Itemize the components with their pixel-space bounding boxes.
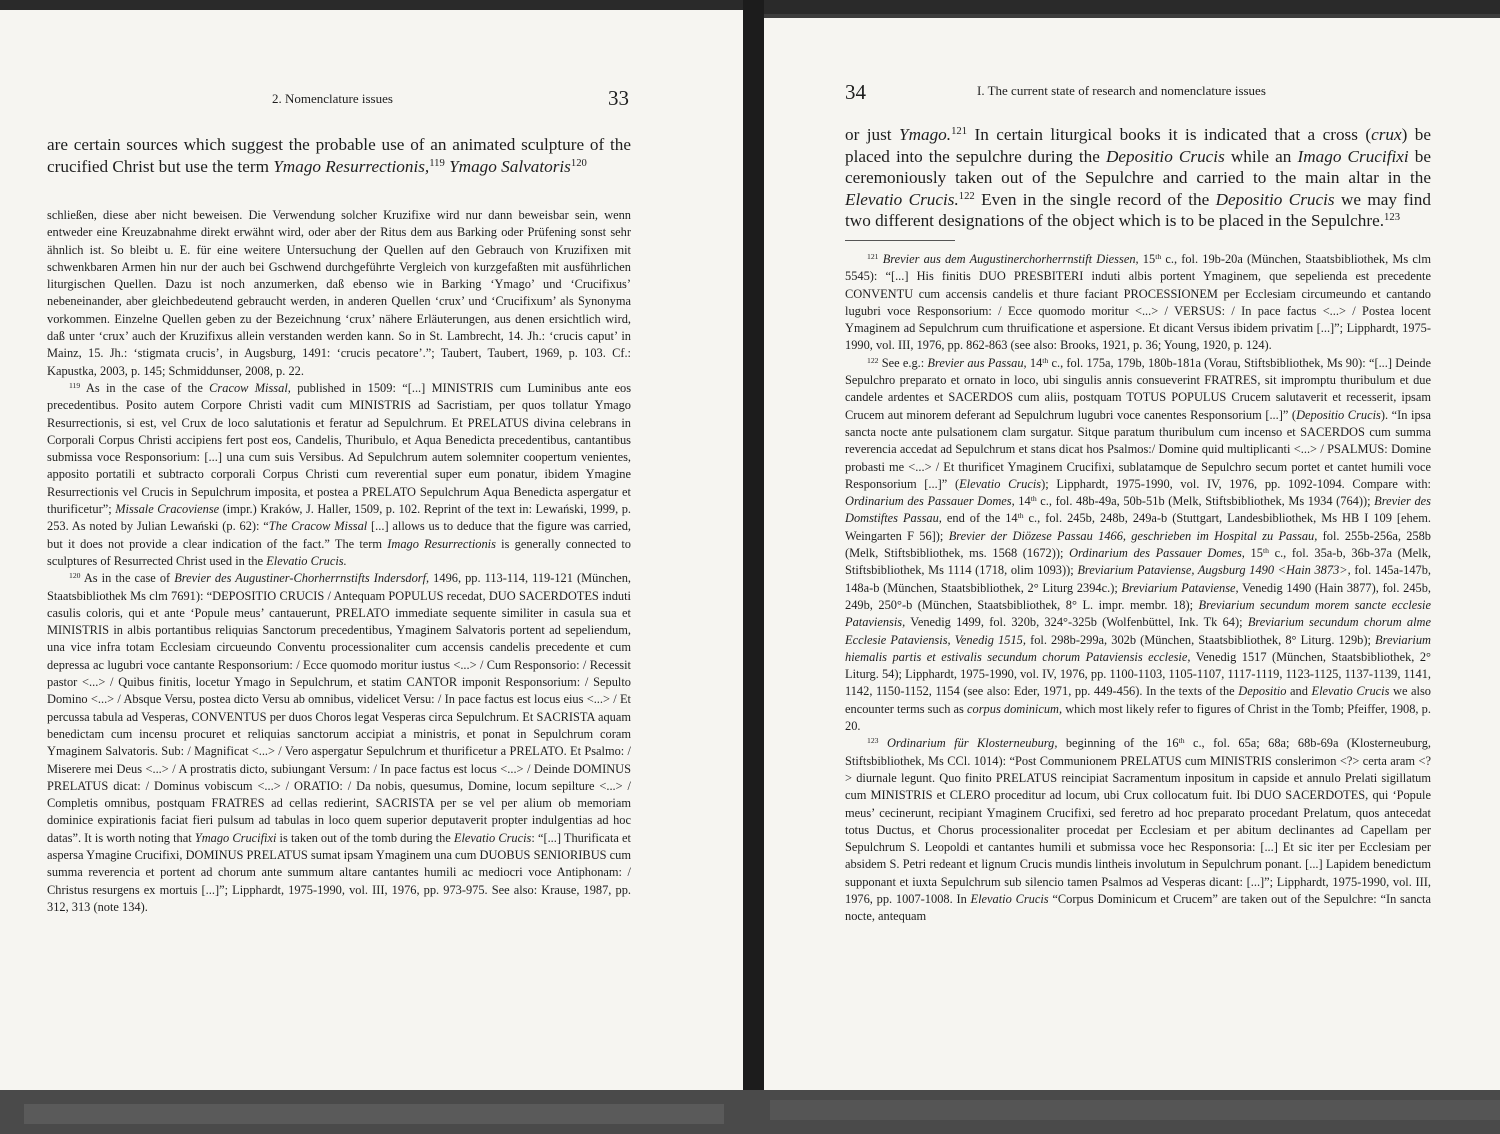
note-reference: 120 xyxy=(69,571,81,581)
italic-text: Elevatio Crucis xyxy=(959,476,1042,491)
note-reference: 121 xyxy=(951,126,968,138)
text-run: published in 1509: “[...] MINISTRIS cum Luminibus ante eos precedentibus. Posito autem Corpore Christi vadit cum MINISTRIS ad Sacristiam, per quos tollatur Ymago Resurrectionis, si est, vel Crux de loco salutationis et feratur ad Sepulchrum. Et PRELATUS divina celebrans in Corporali Corpus Christi accipiens fert post eos, Candelis, Thuribulo, et Aqua Benedicta precedentibus, cantantibus submissa voce Responsorium: [...] una cum suis Versibus. Ad Sepulchrum autem solemniter coopertum venientes, apposito portatili et subtracto corporali Corpus Christi cum reverential super eum ponatur, ibidem Ymagine Resurrectionis vel Crucis in Sepulchrum imposita, et postea a PRELATO Sepulchrum Aqua Benedicta aspergatur et thurificetur”; xyxy=(47,380,632,517)
italic-text: corpus dominicum, xyxy=(967,701,1063,716)
text-run: is generally connected to sculptures of Resurrected Christ used in the xyxy=(47,536,631,568)
page-edge-right xyxy=(770,1100,1500,1120)
text-run: schließen, diese aber nicht beweisen. Die Verwendung solcher Kruzifixe wird nur dann beweisbar sein, wenn entweder eine Kreuzabnahme direkt erwähnt wird, oder aber der Ritus dem aus Barking oder Prüfening sonst sehr ähnlich ist. So bleibt u. E. für eine weitere Untersuchung der Quellen auf den Gebrauch von Kruzifixen mit schwenkbaren Armen hin nur der auch bei Gschwend durchgeführte Vergleich von kurzgefaßten mit ausführlichen liturgischen Quellen. Dazu ist noch anzumerken, daß ebenso wie in Barking ‘Ymago’ und ‘Crucifixus’ nebeneinander, aber gleichbedeutend gebraucht werden, in anderen Quellen ‘crux’ und ‘Crucifixum’ als Synonyma vorkommen. Einzelne Quellen geben zu der Bezeichnung ‘crux’ nähere Erläuterungen, aus denen ersichtlich wird, daß unter ‘crux’ auch der Kruzifixus allein verstanden werden kann. So in St. Lambrecht, 14. Jh.: ‘crucis caput’ in Mainz, 15. Jh.: ‘stigmata crucis’, in Augsburg, 1491: ‘crucis pecatore’.”; Taubert, Taubert, 1969, p. 103. Cf.: Kapustka, 2003, p. 145; Schmiddunser, 2008, p. 22. xyxy=(47,208,631,378)
note-reference: 122 xyxy=(958,190,975,202)
footnote-rule xyxy=(845,240,955,241)
italic-text: Breviarium secundum chorum alme Ecclesie Pataviensis, Venedig 1515, xyxy=(845,615,1432,647)
italic-text: Brevier des Augustiner-Chorherrnstifts Indersdorf, xyxy=(174,571,430,586)
italic-text: Brevier aus Passau, xyxy=(927,355,1027,370)
note-reference: th xyxy=(1042,355,1049,365)
footnote xyxy=(47,207,631,380)
left-page xyxy=(0,10,743,1092)
text-run: As in the case of xyxy=(80,571,175,586)
italic-text: Ymago. xyxy=(899,125,952,144)
text-run: c., fol. 65a; 68a; 68b-69a (Klosterneuburg, Stiftsbibliothek, Ms CCl. 1014): “Post Communionem PRELATUS cum MINISTRIS conslerimon <?> certa aram <?> diurnale legunt. Quo finito PRELATUS reincipiat Sacramentum inpositum in capside et annulo Prelati sigillatum cum MINISTRIS et CLERO proceditur ad locum, ubi Crux collocatum fuit. Ibi DUO SACERDOTES, qui ‘Popule meus’ cecinerunt, recipiant Ymaginem Crucifixi, sed feretro ad hoc preparato procedant Prelatum, quos antecedat totus Ductus, et Chorus processionaliter procedat per Ecclesiam et per abitum declinantes ad Capellam per Sepulchrum S. Leopoldi et cantantes humili et submissa voce hec Responsoria: [...] Et sic iter per Ecclesiam per absidem S. Petri redeant et lignum Crucis mundis lintheis involutum in Sepulchrum ponant. [...] Lapidem benedictum supponant et iuxta Sepulchrum sub silencio tamen Psalmos ad Vesperas dicant: [...]”; Lipphardt, 1975-1990, vol. III, 1976, pp. 1007-1008. In xyxy=(845,736,1431,906)
text-run: fol. 255b-256a, 258b (Melk, Stiftsbibliothek, ms. 1568 (1672)); xyxy=(845,528,1431,561)
italic-text: Breviarium secundum morem sancte ecclesie Pataviensis, xyxy=(845,597,1431,630)
text-run: end of the 14 xyxy=(941,511,1018,526)
italic-text: Elevatio Crucis xyxy=(1311,684,1390,699)
note-reference: 119 xyxy=(429,157,445,169)
text-run: 1496, pp. 113-114, 119-121 (München, Staatsbibliothek Ms clm 7691): “DEPOSITIO CRUCIS / Antequam POPULUS recedat, DUO SACERDOTES induti casulis coloris, qui et ante ‘Popule meus’ cantauerunt, PRELATO immediate sequente similiter in casula sua et MINISTRIS in albis portantibus reliquias Sanctorum precedentibus, Ymaginem Salvatoris portent ad sepeliendum, una vice infra totam Ecclesiam circueundo Conventu processionaliter cum accensis candelis precedente et cum depressa ac lugubri voce cantante Responsorium: / Ecce quomodo moritur iustus <...> / Cum Responsorio: / Recessit pastor <...> / Quibus finitis, locetur Ymago in Sepulchrum, et statim CANTOR imponit Responsorium: / Sepulto Domino <...> / Absque Versu, postea dicto Versu ab omnibus, videlicet Versu: / In pace factus est locus eius <...> / Et percussa tabula ad Vesperas, CONVENTUS per duos Choros legat Vesperas circa Sepulchrum. Et SACRISTA aquam benedictam cum incensu procuret et reliquias sanctorum accipiat a ministris, et ponat in Sepulchrum coram Ymaginem Salvatoris. Sub: / Magnificat <...> / Vero aspergatur Sepulchrum et thurificetur a PRELATO. Et Psalmo: / Miserere mei Deus <...> / A prostratis dicto, subiungant Versum: / In pace factus est locus <...> / Deinde DOMINUS PRELATUS dicat: / Dominus vobiscum <...> / ORATIO: / Da nobis, quesumus, Domine, locum sepilture <...> / Completis omnibus, postquam FRATRES ad cellas redierint, SACRISTA per se vel per alium ob memoriam dominice expirationis faciat fieri pulsum ad tabulas in loco quem superior deputaverit propter indulgentias ad hoc datas”. It is worth noting that xyxy=(47,571,632,845)
italic-text: Depositio Crucis xyxy=(1215,189,1335,209)
italic-text: Brevier der Diözese Passau 1466, geschrieben im Hospital zu Passau, xyxy=(948,528,1318,543)
text-run: c., fol. 245b, 248b, 249a-b (Stuttgart, Landesbibliothek, Ms HB I 109 [ehem. Weingarten F 56]); xyxy=(845,511,1431,543)
book-gutter xyxy=(743,0,764,1134)
text-run: See e.g.: xyxy=(878,355,928,370)
footnote xyxy=(845,735,1431,925)
note-reference: th xyxy=(1155,251,1162,261)
italic-text: Imago Crucifixi xyxy=(1297,146,1409,166)
text-run xyxy=(879,736,887,750)
italic-text: Elevatio Crucis. xyxy=(266,553,347,568)
text-run: 15 xyxy=(1244,546,1263,561)
italic-text: Ymago Resurrectionis, xyxy=(273,156,430,176)
italic-text: Cracow Missal, xyxy=(209,380,291,395)
running-head: I. The current state of research and nomenclature issues xyxy=(977,83,1266,98)
note-reference: 123 xyxy=(867,736,879,746)
scan-edge-bottom xyxy=(0,1090,1500,1134)
note-reference: 120 xyxy=(570,157,587,169)
italic-text: Elevatio Crucis xyxy=(453,830,532,845)
italic-text: Breviarium Pataviense, Augsburg 1490 <Hain 3873>, xyxy=(1077,563,1351,578)
text-run: beginning of the 16 xyxy=(1057,736,1179,751)
text-run: or just xyxy=(845,125,900,144)
note-reference: 121 xyxy=(867,251,879,261)
text-run: Venedig 1490 (Hain 3877), fol. 245b, 249b, 250°-b (München, Staatsbibliothek, 8° L. impr. membr. 18); xyxy=(845,580,1432,612)
italic-text: Breviarium hiemalis partis et estivalis secundum chorum Pataviensis ecclesie, xyxy=(845,632,1432,664)
text-run: Even in the single record of the xyxy=(974,189,1216,209)
text-run: [...] allows us to deduce that the figure was carried, but it does not provide a clear indication of the fact.” The term xyxy=(47,519,631,551)
text-run: “Corpus Dominicum et Crucem” are taken out of the Sepulchre: “In sancta nocte, antequam xyxy=(845,891,1431,924)
page-number: 34 xyxy=(845,80,866,104)
main-text xyxy=(47,134,631,177)
note-reference: th xyxy=(1178,736,1185,746)
main-text xyxy=(845,124,1431,232)
footnote xyxy=(845,355,1431,736)
note-reference: 123 xyxy=(1384,212,1401,224)
italic-text: Ordinarium für Klosterneuburg, xyxy=(886,736,1058,751)
italic-text: Missale Cracoviense xyxy=(115,502,220,517)
italic-text: Depositio Crucis xyxy=(1296,407,1381,422)
text-run: are certain sources which suggest the probable use of an animated sculpture of the crucified Christ but use the term xyxy=(47,135,631,176)
italic-text: Depositio xyxy=(1238,684,1287,699)
text-run: Venedig 1499, fol. 320b, 324°-325b (Wolfenbüttel, Ink. Tk 64); xyxy=(905,615,1248,630)
text-run: we may find two different designations of the object which is to be placed in the Sepulchre. xyxy=(845,189,1431,230)
text-run: As in the case of the xyxy=(80,380,210,395)
italic-text: The Cracow Missal xyxy=(268,519,368,534)
italic-text: Ordinarium des Passauer Domes, xyxy=(1069,546,1245,561)
text-run: c., fol. 35a-b, 36b-37a (Melk, Stiftsbibliothek, Ms 1114 (1718, olim 1093)); xyxy=(845,546,1431,578)
note-reference: th xyxy=(1030,493,1037,503)
text-run: Venedig 1517 (München, Staatsbibliothek, 2° Liturg. 54); Lipphardt, 1975-1990, vol. IV, 1976, pp. 1100-1103, 1105-1107, 1117-1119, 1123-1125, 1137-1139, 1141, 1142, 1150-1152, 1154 (see also: Eder, 1971, pp. 449-456). In the texts of the xyxy=(845,649,1431,699)
text-run: 14 xyxy=(1026,355,1043,370)
text-run: c., fol. 19b-20a (München, Staatsbibliothek, Ms clm 5545): “[...] His finitis DUO PRESBITERI induti albis portent Ymaginem, que sepelienda est precedente CONVENTU cum accensis candelis et thure faciant PROCESSIONEM per Ecclesiam circumeundo et cantando lugubri voce Responsorium: / Ecce quomodo moritur <...> / VERSUS: / In pace factus <...> / Postea locent Ymaginem ad Sepulchrum cum thruificatione et aspersione. Et dicant Versus ibidem privatim [...]”; Lipphardt, 1975-1990, vol. III, 1976, pp. 862-863 (see also: Brooks, 1921, p. 36; Young, 1920, p. 124). xyxy=(845,252,1431,353)
note-reference: th xyxy=(1017,511,1024,521)
running-head: 2. Nomenclature issues xyxy=(272,91,393,106)
text-run: ) be placed into the sepulchre during the xyxy=(845,125,1431,166)
footnotes xyxy=(845,251,1431,926)
right-page xyxy=(764,18,1500,1094)
page-number: 33 xyxy=(608,86,629,110)
text-run: which most likely refer to figures of Christ in the Tomb; Pfeiffer, 1908, p. 20. xyxy=(845,701,1431,734)
text-run: : “[...] Thurificata et aspersa Ymagine Crucifixi, DOMINUS PRELATUS sumat ipsam Ymaginem una cum DUOBUS SENIORIBUS cum summa reverencia et portent ad chorum ante summum altare cantantes humili ac mediocri voce Antiphonam: / Christus resurgens ex mortuis [...]”; Lipphardt, 1975-1990, vol. III, 1976, pp. 973-975. See also: Krause, 1987, pp. 312, 313 (note 134). xyxy=(47,830,631,914)
italic-text: Brevier aus dem Augustinerchorherrnstift Diessen, xyxy=(882,252,1139,266)
text-run: be ceremoniously taken out of the Sepulchre and carried to the main altar in the xyxy=(845,146,1431,187)
italic-text: crux xyxy=(1371,125,1402,144)
italic-text: Elevatio Crucis xyxy=(970,891,1049,906)
text-run: we also encounter terms such as xyxy=(845,684,1432,716)
italic-text: Breviarium Pataviense, xyxy=(1121,580,1239,595)
note-reference: th xyxy=(1262,545,1269,555)
italic-text: Ordinarium des Passauer Domes, xyxy=(845,494,1015,509)
footnote xyxy=(47,380,631,570)
text-run: fol. 145a-147b, 148a-b (München, Staatsbibliothek, 2° Liturg 2394c.); xyxy=(845,563,1431,595)
note-reference: 122 xyxy=(867,355,879,365)
text-run: (impr.) Kraków, J. Haller, 1509, p. 102. Reprint of the text in: Lewański, 1999, p. 253. As noted by Julian Lewański (p. 62): “ xyxy=(47,502,631,534)
text-run: and xyxy=(1286,684,1312,699)
text-run: 14 xyxy=(1014,494,1031,509)
text-run: ). “In ipsa sancta nocte ante pulsationem clam surgatur. Sitque paratum thuribulum cum incenso et SACERDOS cum summa reverencia accedat ad Sepulchrum et stans dicat hos Psalmos:/ Domine quid multiplicanti <...> / PSALMUS: Domine probasti me <...> / Et thurificet Ymaginem Crucifixi, sublatamque de Sepulchro secum portet et cantet humili voce Responsorium [...]” ( xyxy=(845,407,1431,491)
text-run: c., fol. 48b-49a, 50b-51b (Melk, Stiftsbibliothek, Ms 1934 (764)); xyxy=(1036,494,1375,509)
italic-text: Ymago Crucifixi xyxy=(194,830,277,845)
text-run: fol. 298b-299a, 302b (München, Staatsbibliothek, 8° Liturg. 129b); xyxy=(1025,632,1376,647)
footnotes xyxy=(47,207,631,916)
italic-text: Elevatio Crucis. xyxy=(845,189,959,209)
text-run: In certain liturgical books it is indicated that a cross ( xyxy=(967,125,1372,144)
page-edge-left xyxy=(24,1104,724,1124)
italic-text: Imago Resurrectionis xyxy=(387,536,496,551)
text-run: c., fol. 175a, 179b, 180b-181a (Vorau, Stiftsbibliothek, Ms 90): “[...] Deinde Sepulchro preparato et ornato in loco, ubi singulis annis consueverint FRATRES, sit impromptu thuribulum et due candele ardentes et SACERDOS cum aliis, postquam TOTUS POPULUS Crucem salutaverit et recesserit, ipsam Crucem aut minorem deferant ad Sepulchrum lugubri voce canentes Responsorium [...]” ( xyxy=(845,355,1431,422)
footnote xyxy=(47,570,631,916)
italic-text: Depositio Crucis xyxy=(1105,146,1225,166)
footnote xyxy=(845,251,1431,355)
text-run: ); Lipphardt, 1975-1990, vol. IV, 1976, pp. 1092-1094. Compare with: xyxy=(1041,476,1431,491)
note-reference: 119 xyxy=(69,380,81,390)
text-run: is taken out of the tomb during the xyxy=(276,830,454,845)
italic-text: Ymago Salvatoris xyxy=(449,156,571,176)
italic-text: Brevier des Domstiftes Passau, xyxy=(845,494,1431,526)
text-run: 15 xyxy=(1138,252,1156,266)
text-run: while an xyxy=(1224,146,1298,166)
